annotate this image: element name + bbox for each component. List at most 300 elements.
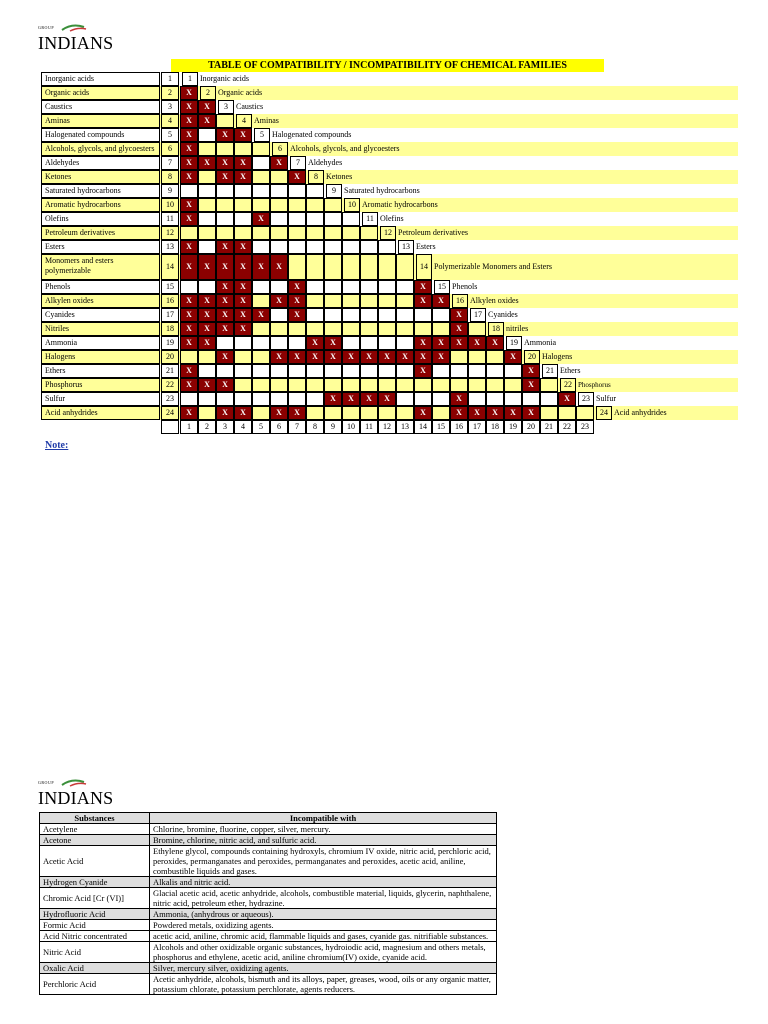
incompatible-mark: X bbox=[180, 170, 198, 184]
matrix-cell bbox=[396, 378, 414, 392]
matrix-cell bbox=[288, 254, 306, 280]
matrix-cell bbox=[252, 156, 270, 170]
incompatible-mark: X bbox=[252, 308, 270, 322]
matrix-cell bbox=[198, 240, 216, 254]
diagonal-text: Phenols bbox=[452, 282, 478, 291]
matrix-cell bbox=[306, 240, 324, 254]
matrix-cell bbox=[306, 198, 324, 212]
diagonal-label bbox=[540, 364, 580, 378]
column-number: 18 bbox=[486, 420, 504, 434]
matrix-cell bbox=[360, 308, 378, 322]
matrix-cell bbox=[450, 350, 468, 364]
incompatible-mark: X bbox=[414, 406, 432, 420]
incompatible-mark: X bbox=[234, 240, 252, 254]
matrix-cell bbox=[450, 364, 468, 378]
matrix-cell bbox=[378, 294, 396, 308]
diagonal-label bbox=[486, 322, 528, 336]
matrix-cell bbox=[432, 364, 450, 378]
incompatible-mark: X bbox=[180, 240, 198, 254]
diagonal-number: 3 bbox=[218, 100, 234, 114]
matrix-cell bbox=[504, 392, 522, 406]
substance-cell: Acetone bbox=[40, 835, 150, 846]
row-number: 22 bbox=[161, 378, 179, 392]
matrix-cell bbox=[270, 212, 288, 226]
matrix-cell bbox=[198, 350, 216, 364]
incompatible-mark: X bbox=[180, 86, 198, 100]
matrix-cell bbox=[306, 226, 324, 240]
matrix-cell bbox=[324, 240, 342, 254]
incompatible-cell: Bromine, chlorine, nitric acid, and sulfuric acid. bbox=[150, 835, 497, 846]
matrix-cell bbox=[234, 226, 252, 240]
incompatible-mark: X bbox=[288, 170, 306, 184]
diagonal-label bbox=[396, 240, 436, 254]
blank-cell bbox=[161, 420, 179, 434]
matrix-cell bbox=[414, 392, 432, 406]
column-number: 1 bbox=[180, 420, 198, 434]
matrix-cell bbox=[270, 240, 288, 254]
incompatible-cell: Powdered metals, oxidizing agents. bbox=[150, 920, 497, 931]
incompatible-cell: Silver, mercury silver, oxidizing agents. bbox=[150, 963, 497, 974]
matrix-cell bbox=[396, 392, 414, 406]
matrix-cell bbox=[324, 226, 342, 240]
matrix-cell bbox=[198, 226, 216, 240]
diagonal-label bbox=[306, 170, 352, 184]
row-name: Phosphorus bbox=[41, 378, 160, 392]
matrix-cell bbox=[432, 378, 450, 392]
incompatible-cell: Alkalis and nitric acid. bbox=[150, 877, 497, 888]
matrix-cell bbox=[234, 392, 252, 406]
incompatible-mark: X bbox=[324, 392, 342, 406]
incompatible-cell: Ethylene glycol, compounds containing hydroxyls, chromium IV oxide, nitric acid, perchloric acid, peroxides, permanganates and peroxides, permanganates and peroxides, acetic acid, aniline, combustible liquids and gases. bbox=[150, 846, 497, 877]
incompatible-mark: X bbox=[216, 406, 234, 420]
row-number: 20 bbox=[161, 350, 179, 364]
incompatible-mark: X bbox=[180, 406, 198, 420]
matrix-cell bbox=[198, 280, 216, 294]
matrix-cell bbox=[270, 308, 288, 322]
incompatible-mark: X bbox=[234, 170, 252, 184]
row-number: 14 bbox=[161, 254, 179, 280]
matrix-cell bbox=[180, 280, 198, 294]
diagonal-label bbox=[414, 254, 552, 271]
matrix-cell bbox=[360, 322, 378, 336]
matrix-cell bbox=[270, 336, 288, 350]
matrix-cell bbox=[324, 198, 342, 212]
substance-cell: Formic Acid bbox=[40, 920, 150, 931]
diagonal-text: Ketones bbox=[326, 172, 353, 181]
matrix-cell bbox=[288, 392, 306, 406]
matrix-cell bbox=[396, 322, 414, 336]
incompatible-mark: X bbox=[288, 406, 306, 420]
diagonal-number: 1 bbox=[182, 72, 198, 86]
row-number: 6 bbox=[161, 142, 179, 156]
row-name: Alkylen oxides bbox=[41, 294, 160, 308]
matrix-cell bbox=[288, 322, 306, 336]
row-name: Halogens bbox=[41, 350, 160, 364]
row-number: 3 bbox=[161, 100, 179, 114]
matrix-cell bbox=[504, 364, 522, 378]
matrix-cell bbox=[270, 322, 288, 336]
table-row bbox=[40, 824, 497, 835]
matrix-cell bbox=[396, 406, 414, 420]
diagonal-text: Saturated hydrocarbons bbox=[344, 186, 420, 195]
diagonal-text: Polymerizable Monomers and Esters bbox=[434, 262, 552, 271]
logo-leaf-icon bbox=[60, 778, 100, 788]
matrix-cell bbox=[252, 322, 270, 336]
incompatible-mark: X bbox=[234, 254, 252, 280]
incompatible-mark: X bbox=[234, 128, 252, 142]
matrix-cell bbox=[270, 170, 288, 184]
incompatible-cell: Ammonia, (anhydrous or aqueous). bbox=[150, 909, 497, 920]
column-number: 6 bbox=[270, 420, 288, 434]
diagonal-number: 6 bbox=[272, 142, 288, 156]
matrix-cell bbox=[360, 378, 378, 392]
matrix-cell bbox=[306, 378, 324, 392]
matrix-cell bbox=[396, 364, 414, 378]
matrix-cell bbox=[234, 350, 252, 364]
diagonal-label bbox=[198, 86, 262, 100]
incompatible-mark: X bbox=[324, 336, 342, 350]
incompatible-mark: X bbox=[198, 308, 216, 322]
row-name: Phenols bbox=[41, 280, 160, 294]
incompatible-mark: X bbox=[216, 322, 234, 336]
matrix-cell bbox=[378, 364, 396, 378]
diagonal-label bbox=[522, 350, 572, 364]
matrix-cell bbox=[252, 364, 270, 378]
incompatible-mark: X bbox=[216, 378, 234, 392]
matrix-cell bbox=[306, 392, 324, 406]
incompatible-mark: X bbox=[360, 392, 378, 406]
diagonal-label bbox=[324, 184, 420, 198]
row-name: Acid anhydrides bbox=[41, 406, 160, 420]
diagonal-text: Halogens bbox=[542, 352, 573, 361]
matrix-cell bbox=[468, 392, 486, 406]
matrix-cell bbox=[342, 280, 360, 294]
matrix-cell bbox=[324, 364, 342, 378]
row-number: 4 bbox=[161, 114, 179, 128]
row-name: Alcohols, glycols, and glycoesters bbox=[41, 142, 160, 156]
matrix-cell bbox=[324, 280, 342, 294]
column-number: 20 bbox=[522, 420, 540, 434]
matrix-cell bbox=[378, 240, 396, 254]
diagonal-text: Cyanides bbox=[488, 310, 518, 319]
diagonal-number: 2 bbox=[200, 86, 216, 100]
incompatible-mark: X bbox=[198, 100, 216, 114]
matrix-cell bbox=[216, 364, 234, 378]
incompatible-mark: X bbox=[342, 350, 360, 364]
matrix-cell bbox=[198, 198, 216, 212]
incompatible-mark: X bbox=[414, 280, 432, 294]
matrix-cell bbox=[288, 378, 306, 392]
substance-cell: Oxalic Acid bbox=[40, 963, 150, 974]
matrix-cell bbox=[540, 392, 558, 406]
column-number: 9 bbox=[324, 420, 342, 434]
incompatible-mark: X bbox=[414, 364, 432, 378]
table-row bbox=[40, 877, 497, 888]
incompatible-mark: X bbox=[468, 336, 486, 350]
matrix-cell bbox=[324, 294, 342, 308]
matrix-cell bbox=[288, 364, 306, 378]
incompatible-mark: X bbox=[270, 156, 288, 170]
column-number: 19 bbox=[504, 420, 522, 434]
incompatible-mark: X bbox=[216, 156, 234, 170]
matrix-cell bbox=[342, 378, 360, 392]
logo-wordmark: INDIANS bbox=[38, 33, 114, 53]
matrix-cell bbox=[360, 294, 378, 308]
matrix-cell bbox=[324, 308, 342, 322]
incompatible-mark: X bbox=[432, 350, 450, 364]
matrix-cell bbox=[468, 378, 486, 392]
incompatible-mark: X bbox=[504, 406, 522, 420]
incompatible-mark: X bbox=[432, 336, 450, 350]
matrix-cell bbox=[252, 226, 270, 240]
incompatible-mark: X bbox=[216, 294, 234, 308]
matrix-cell bbox=[342, 322, 360, 336]
matrix-cell bbox=[306, 254, 324, 280]
incompatible-mark: X bbox=[288, 294, 306, 308]
substance-cell: Acetic Acid bbox=[40, 846, 150, 877]
incompatible-mark: X bbox=[180, 378, 198, 392]
matrix-cell bbox=[288, 198, 306, 212]
matrix-cell bbox=[216, 336, 234, 350]
diagonal-label bbox=[216, 100, 263, 114]
matrix-cell bbox=[270, 184, 288, 198]
row-number: 1 bbox=[161, 72, 179, 86]
matrix-cell bbox=[360, 280, 378, 294]
matrix-cell bbox=[324, 322, 342, 336]
matrix-cell bbox=[504, 378, 522, 392]
incompatible-mark: X bbox=[198, 322, 216, 336]
incompatible-mark: X bbox=[198, 378, 216, 392]
matrix-cell bbox=[342, 254, 360, 280]
row-name: Cyanides bbox=[41, 308, 160, 322]
diagonal-number: 13 bbox=[398, 240, 414, 254]
matrix-cell bbox=[252, 142, 270, 156]
incompatible-mark: X bbox=[522, 406, 540, 420]
matrix-cell bbox=[378, 322, 396, 336]
row-number: 24 bbox=[161, 406, 179, 420]
matrix-cell bbox=[414, 308, 432, 322]
matrix-cell bbox=[378, 254, 396, 280]
incompatible-mark: X bbox=[180, 294, 198, 308]
incompatible-mark: X bbox=[234, 156, 252, 170]
incompatible-mark: X bbox=[180, 198, 198, 212]
matrix-cell bbox=[342, 406, 360, 420]
incompatible-mark: X bbox=[180, 254, 198, 280]
incompatible-mark: X bbox=[450, 308, 468, 322]
matrix-cell bbox=[378, 308, 396, 322]
row-number: 7 bbox=[161, 156, 179, 170]
row-number: 11 bbox=[161, 212, 179, 226]
incompatible-mark: X bbox=[414, 336, 432, 350]
incompatible-mark: X bbox=[234, 308, 252, 322]
row-number: 15 bbox=[161, 280, 179, 294]
matrix-cell bbox=[432, 406, 450, 420]
matrix-cell bbox=[306, 280, 324, 294]
matrix-cell bbox=[360, 240, 378, 254]
row-number: 21 bbox=[161, 364, 179, 378]
incompatible-mark: X bbox=[180, 212, 198, 226]
matrix-cell bbox=[468, 364, 486, 378]
matrix-cell bbox=[342, 212, 360, 226]
diagonal-text: nitriles bbox=[506, 324, 529, 333]
incompatible-mark: X bbox=[180, 364, 198, 378]
diagonal-number: 7 bbox=[290, 156, 306, 170]
incompatible-mark: X bbox=[216, 280, 234, 294]
incompatible-mark: X bbox=[216, 350, 234, 364]
column-number: 17 bbox=[468, 420, 486, 434]
incompatible-mark: X bbox=[234, 280, 252, 294]
row-number: 5 bbox=[161, 128, 179, 142]
incompatible-mark: X bbox=[180, 308, 198, 322]
matrix-cell bbox=[432, 322, 450, 336]
incompatible-mark: X bbox=[450, 406, 468, 420]
column-number: 10 bbox=[342, 420, 360, 434]
incompatible-mark: X bbox=[396, 350, 414, 364]
incompatible-mark: X bbox=[360, 350, 378, 364]
incompatible-mark: X bbox=[198, 114, 216, 128]
matrix-cell bbox=[252, 392, 270, 406]
diagonal-number: 10 bbox=[344, 198, 360, 212]
diagonal-number: 5 bbox=[254, 128, 270, 142]
header-incompatible-with: Incompatible with bbox=[150, 813, 497, 824]
diagonal-label bbox=[594, 406, 667, 420]
row-number: 2 bbox=[161, 86, 179, 100]
table-row bbox=[40, 835, 497, 846]
matrix-cell bbox=[378, 378, 396, 392]
diagonal-label bbox=[558, 378, 611, 392]
incompatible-mark: X bbox=[414, 294, 432, 308]
diagonal-text: Alcohols, glycols, and glycoesters bbox=[290, 144, 400, 153]
matrix-cell bbox=[342, 364, 360, 378]
incompatible-mark: X bbox=[180, 336, 198, 350]
substance-cell: Acetylene bbox=[40, 824, 150, 835]
matrix-cell bbox=[342, 240, 360, 254]
matrix-cell bbox=[252, 406, 270, 420]
column-number: 2 bbox=[198, 420, 216, 434]
diagonal-text: Ethers bbox=[560, 366, 581, 375]
diagonal-label bbox=[468, 308, 518, 322]
row-number: 9 bbox=[161, 184, 179, 198]
incompatible-mark: X bbox=[468, 406, 486, 420]
incompatible-mark: X bbox=[306, 336, 324, 350]
incompatible-mark: X bbox=[216, 254, 234, 280]
matrix-cell bbox=[486, 364, 504, 378]
matrix-cell bbox=[216, 198, 234, 212]
diagonal-text: Caustics bbox=[236, 102, 264, 111]
diagonal-number: 8 bbox=[308, 170, 324, 184]
row-name: Olefins bbox=[41, 212, 160, 226]
column-number: 15 bbox=[432, 420, 450, 434]
row-name: Ketones bbox=[41, 170, 160, 184]
table-row bbox=[40, 888, 497, 909]
incompatible-mark: X bbox=[252, 212, 270, 226]
diagonal-text: Aminas bbox=[254, 116, 279, 125]
diagonal-text: Organic acids bbox=[218, 88, 263, 97]
matrix-cell bbox=[216, 142, 234, 156]
row-name: Saturated hydrocarbons bbox=[41, 184, 160, 198]
matrix-cell bbox=[180, 184, 198, 198]
diagonal-label bbox=[360, 212, 404, 226]
matrix-cell bbox=[360, 406, 378, 420]
incompatible-mark: X bbox=[522, 378, 540, 392]
diagonal-label bbox=[342, 198, 438, 212]
incompatible-mark: X bbox=[234, 406, 252, 420]
matrix-cell bbox=[324, 254, 342, 280]
matrix-cell bbox=[252, 240, 270, 254]
diagonal-label bbox=[270, 142, 400, 156]
incompatible-mark: X bbox=[180, 128, 198, 142]
incompatible-mark: X bbox=[450, 322, 468, 336]
diagonal-text: Acid anhydrides bbox=[614, 408, 667, 417]
column-number: 14 bbox=[414, 420, 432, 434]
matrix-cell bbox=[234, 198, 252, 212]
substance-cell: Chromic Acid [Cr (VI)] bbox=[40, 888, 150, 909]
diagonal-label bbox=[180, 72, 249, 86]
matrix-cell bbox=[540, 406, 558, 420]
matrix-cell bbox=[234, 378, 252, 392]
matrix-cell bbox=[198, 142, 216, 156]
matrix-cell bbox=[234, 184, 252, 198]
matrix-cell bbox=[306, 294, 324, 308]
matrix-cell bbox=[324, 212, 342, 226]
incompatible-mark: X bbox=[342, 392, 360, 406]
row-name: Esters bbox=[41, 240, 160, 254]
matrix-cell bbox=[198, 170, 216, 184]
diagonal-number: 23 bbox=[578, 392, 594, 406]
matrix-cell bbox=[270, 392, 288, 406]
matrix-cell bbox=[252, 184, 270, 198]
incompatible-mark: X bbox=[198, 254, 216, 280]
matrix-cell bbox=[378, 406, 396, 420]
note-link[interactable]: Note: bbox=[45, 440, 69, 451]
diagonal-text: Inorganic acids bbox=[200, 74, 249, 83]
diagonal-number: 16 bbox=[452, 294, 468, 308]
substance-cell: Acid Nitric concentrated bbox=[40, 931, 150, 942]
row-name: Halogenated compounds bbox=[41, 128, 160, 142]
substance-cell: Hydrogen Cyanide bbox=[40, 877, 150, 888]
matrix-cell bbox=[342, 226, 360, 240]
row-number: 16 bbox=[161, 294, 179, 308]
matrix-cell bbox=[342, 336, 360, 350]
matrix-cell bbox=[288, 184, 306, 198]
diagonal-number: 4 bbox=[236, 114, 252, 128]
matrix-cell bbox=[288, 240, 306, 254]
incompatible-mark: X bbox=[522, 364, 540, 378]
matrix-cell bbox=[252, 350, 270, 364]
diagonal-label bbox=[378, 226, 468, 240]
matrix-cell bbox=[288, 212, 306, 226]
column-number: 5 bbox=[252, 420, 270, 434]
incompatible-mark: X bbox=[180, 156, 198, 170]
matrix-cell bbox=[324, 406, 342, 420]
diagonal-label bbox=[576, 392, 616, 406]
diagonal-text: Olefins bbox=[380, 214, 404, 223]
diagonal-text: Aromatic hydrocarbons bbox=[362, 200, 438, 209]
matrix-cell bbox=[270, 198, 288, 212]
table-row bbox=[40, 974, 497, 995]
diagonal-label bbox=[252, 128, 351, 142]
matrix-cell bbox=[450, 378, 468, 392]
diagonal-number: 18 bbox=[488, 322, 504, 336]
matrix-cell bbox=[252, 336, 270, 350]
matrix-cell bbox=[486, 350, 504, 364]
incompatible-mark: X bbox=[450, 336, 468, 350]
matrix-cell bbox=[216, 184, 234, 198]
row-name: Organic acids bbox=[41, 86, 160, 100]
incompatible-mark: X bbox=[216, 170, 234, 184]
incompatible-mark: X bbox=[450, 392, 468, 406]
column-number: 23 bbox=[576, 420, 594, 434]
